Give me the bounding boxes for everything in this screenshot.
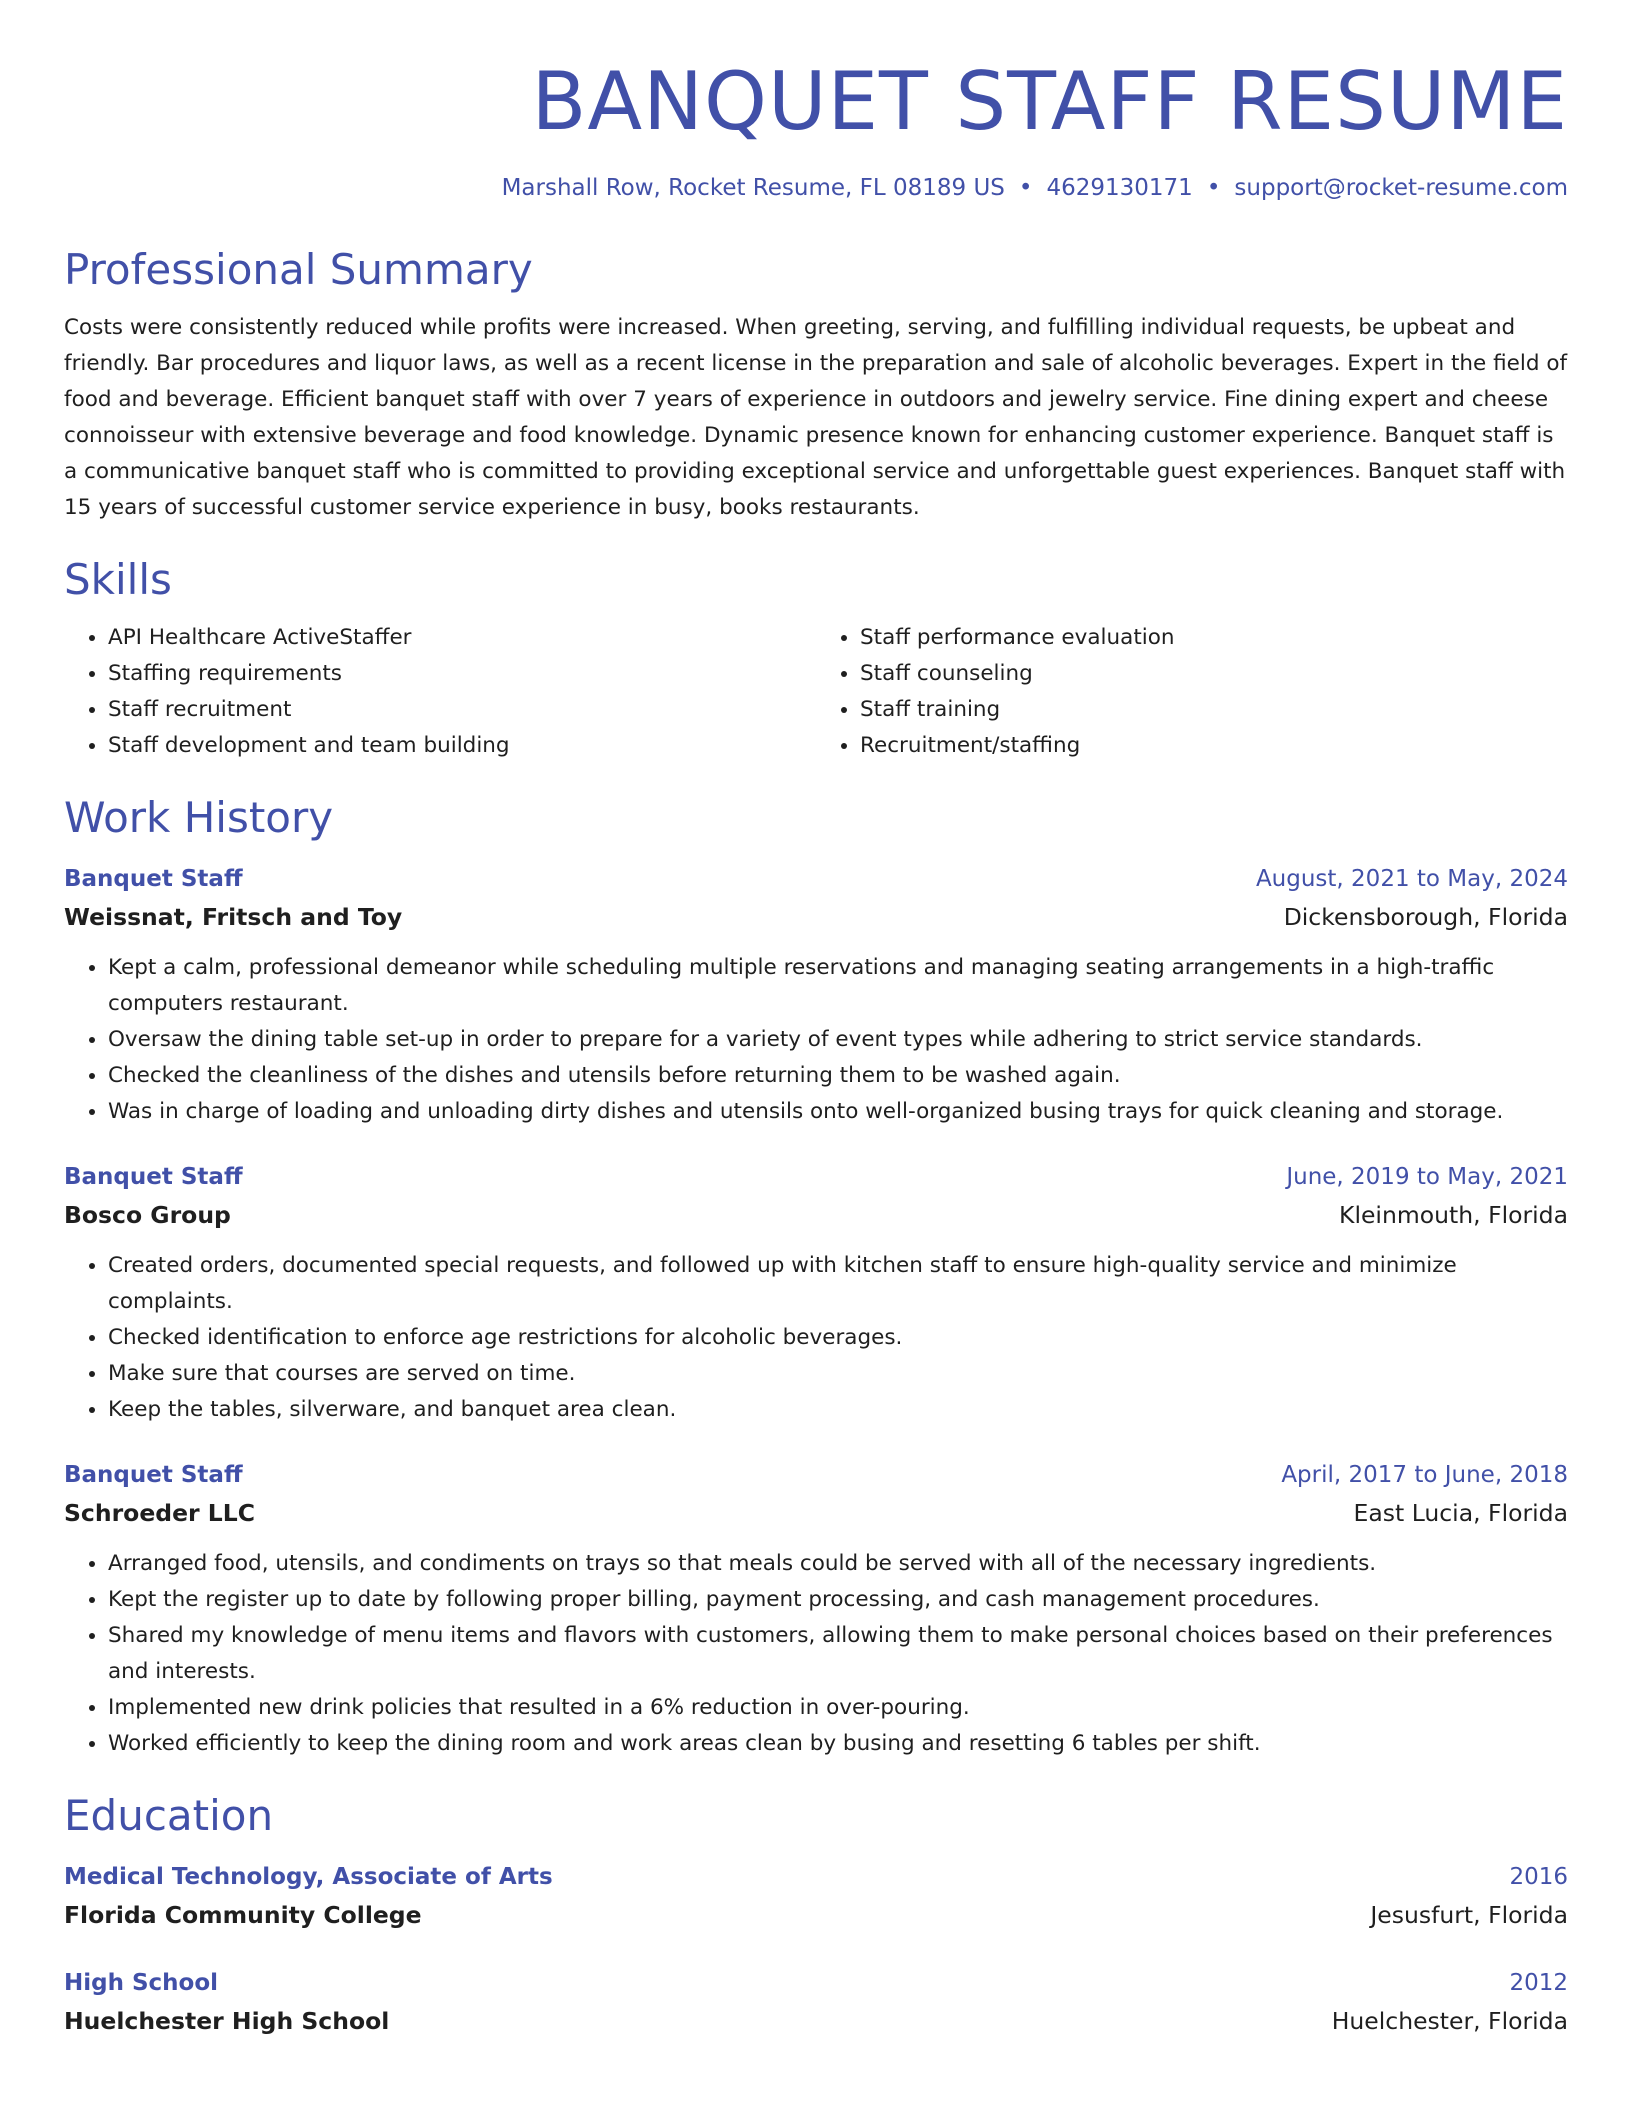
summary-heading: Professional Summary — [64, 245, 533, 294]
job-bullet: • Arranged food, utensils, and condiments on trays so that meals could be served with all of the necessary ingredients. — [108, 1546, 1568, 1582]
contact-email[interactable]: support@rocket-resume.com — [1234, 175, 1568, 201]
job-company: Bosco Group — [64, 1201, 231, 1229]
job-title: Banquet Staff — [64, 1164, 243, 1190]
skill-item: • Staffing requirements — [108, 656, 816, 692]
skills-list-left — [64, 620, 816, 764]
skills-list-right — [816, 620, 1568, 764]
job-entry — [64, 1158, 1568, 1428]
job-bullet: • Implemented new drink policies that resulted in a 6% reduction in over-pouring. — [108, 1690, 1568, 1726]
education-degree: Medical Technology, Associate of Arts — [64, 1864, 553, 1890]
skill-item: • Staff training — [860, 692, 1568, 728]
education-school: Florida Community College — [64, 1901, 422, 1929]
skills-heading: Skills — [64, 555, 172, 604]
skill-item: • API Healthcare ActiveStaffer — [108, 620, 816, 656]
education-heading: Education — [64, 1791, 274, 1840]
education-entry — [64, 1858, 1568, 1934]
skills-section — [64, 554, 1568, 764]
skill-item: • Staff recruitment — [108, 692, 816, 728]
job-company: Schroeder LLC — [64, 1499, 255, 1527]
job-entry — [64, 1456, 1568, 1762]
job-bullet: • Was in charge of loading and unloading dirty dishes and utensils onto well-organized busing trays for quick cleaning and storage. — [108, 1094, 1568, 1130]
job-bullets — [64, 1546, 1568, 1762]
job-dates: August, 2021 to May, 2024 — [1255, 866, 1568, 892]
job-bullets — [64, 950, 1568, 1130]
education-degree: High School — [64, 1970, 219, 1996]
job-entry — [64, 860, 1568, 1130]
education-entry — [64, 1964, 1568, 2040]
job-bullet: • Make sure that courses are served on time. — [108, 1356, 1568, 1392]
education-school: Huelchester High School — [64, 2007, 390, 2035]
job-location: East Lucia, Florida — [1353, 1499, 1568, 1527]
summary-section — [64, 244, 1568, 526]
contact-address: Marshall Row, Rocket Resume, FL 08189 US — [501, 175, 1005, 201]
job-bullet: • Checked the cleanliness of the dishes and utensils before returning them to be washed again. — [108, 1058, 1568, 1094]
skill-item: • Staff development and team building — [108, 728, 816, 764]
job-location: Dickensborough, Florida — [1283, 903, 1568, 931]
skill-item: • Staff counseling — [860, 656, 1568, 692]
job-dates: April, 2017 to June, 2018 — [1281, 1462, 1568, 1488]
contact-separator: • — [1018, 175, 1033, 201]
skills-columns — [64, 620, 1568, 764]
job-bullet: • Checked identification to enforce age restrictions for alcoholic beverages. — [108, 1320, 1568, 1356]
education-section — [64, 1790, 1568, 2040]
job-bullet: • Keep the tables, silverware, and banquet area clean. — [108, 1392, 1568, 1428]
skill-item: • Recruitment/staffing — [860, 728, 1568, 764]
job-dates: June, 2019 to May, 2021 — [1286, 1164, 1568, 1190]
contact-line — [64, 172, 1568, 204]
job-title: Banquet Staff — [64, 1462, 243, 1488]
job-company: Weissnat, Fritsch and Toy — [64, 903, 403, 931]
skill-item: • Staff performance evaluation — [860, 620, 1568, 656]
job-bullet: • Created orders, documented special requests, and followed up with kitchen staff to ensure high-quality service and minimize complaints. — [108, 1248, 1568, 1320]
education-location: Jesusfurt, Florida — [1370, 1901, 1568, 1929]
contact-phone: 4629130171 — [1046, 175, 1193, 201]
education-year: 2012 — [1509, 1970, 1568, 1996]
resume-title: BANQUET STAFF RESUME — [531, 55, 1568, 148]
work-history-section — [64, 792, 1568, 1762]
job-location: Kleinmouth, Florida — [1339, 1201, 1568, 1229]
summary-text: Costs were consistently reduced while profits were increased. When greeting, serving, and fulfilling individual requests, be upbeat and friendly. Bar procedures and liquor laws, as well as a recent license in the preparation and sale of alcoholic beverages. Expert in the field of food and beverage. Efficient banquet staff with over 7 years of experience in outdoors and jewelry service. Fine dining expert and cheese connoisseur with extensive beverage and food knowledge. Dynamic presence known for enhancing customer experience. Banquet staff is a communicative banquet staff who is committed to providing exceptional service and unforgettable guest experiences. Banquet staff with 15 years of successful customer service experience in busy, books restaurants. — [64, 315, 1568, 520]
job-bullet: • Kept the register up to date by following proper billing, payment processing, and cash management procedures. — [108, 1582, 1568, 1618]
job-bullets — [64, 1248, 1568, 1428]
work-history-heading: Work History — [64, 793, 334, 842]
education-location: Huelchester, Florida — [1331, 2007, 1568, 2035]
job-bullet: • Worked efficiently to keep the dining room and work areas clean by busing and resetting 6 tables per shift. — [108, 1726, 1568, 1762]
job-bullet: • Shared my knowledge of menu items and flavors with customers, allowing them to make personal choices based on their preferences and interests. — [108, 1618, 1568, 1690]
job-title: Banquet Staff — [64, 866, 243, 892]
contact-separator: • — [1206, 175, 1221, 201]
job-bullet: • Kept a calm, professional demeanor while scheduling multiple reservations and managing seating arrangements in a high-traffic computers restaurant. — [108, 950, 1568, 1022]
job-bullet: • Oversaw the dining table set-up in order to prepare for a variety of event types while adhering to strict service standards. — [108, 1022, 1568, 1058]
education-year: 2016 — [1509, 1864, 1568, 1890]
